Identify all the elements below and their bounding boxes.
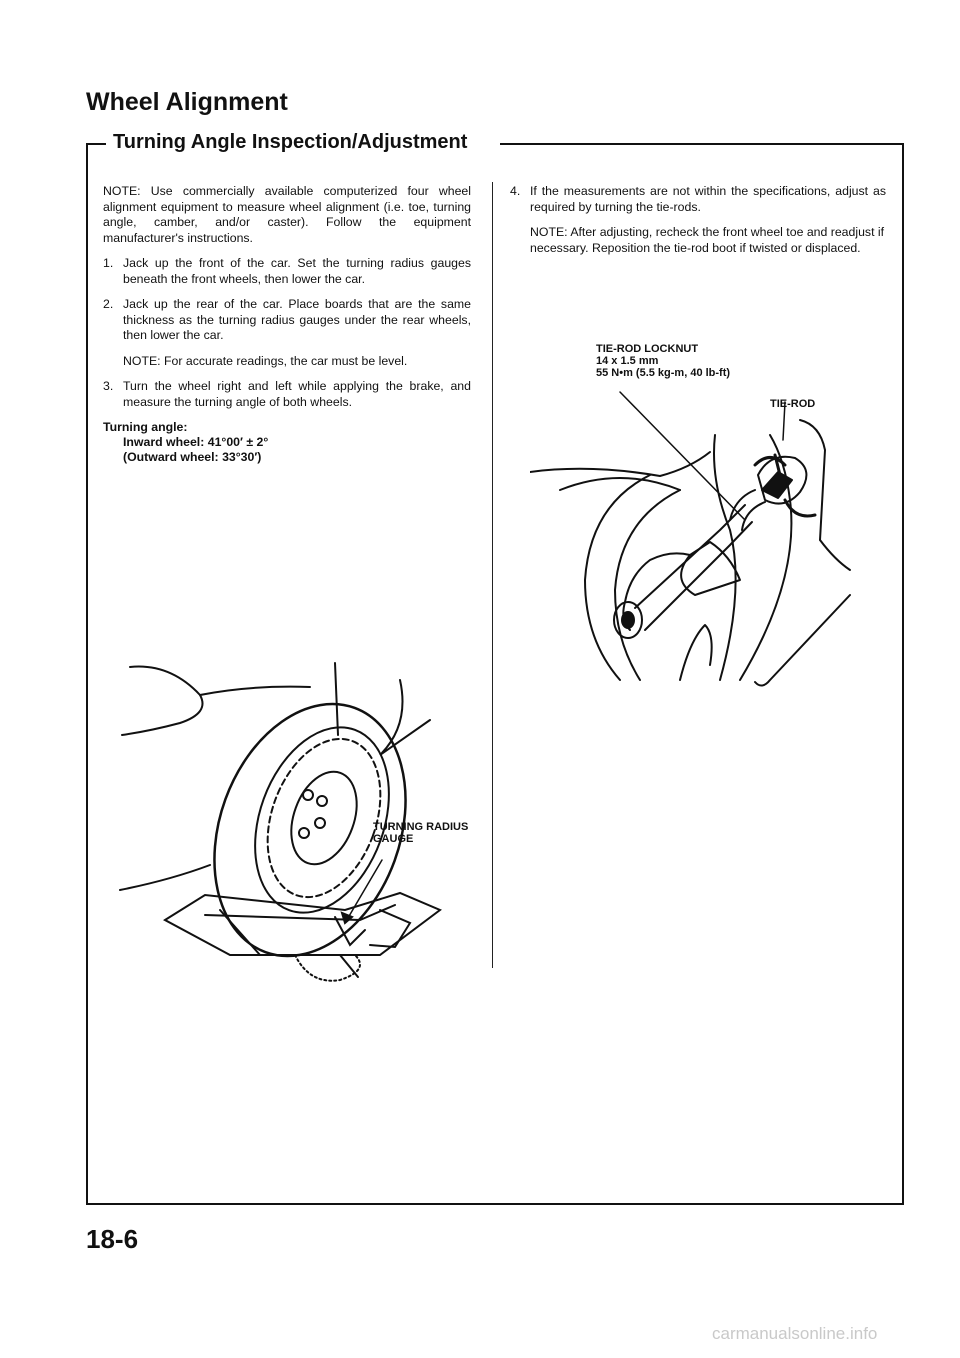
recheck-note: NOTE: After adjusting, recheck the front wheel toe and readjust if necessary. Reposition the tie-rod boot if twisted or displaced.: [530, 225, 885, 255]
spec-outward: (Outward wheel: 33°30′): [123, 450, 262, 464]
step-number: 3.: [103, 379, 114, 393]
tie-rod-illustration: [530, 380, 870, 700]
section-subtitle: Turning Angle Inspection/Adjustment: [113, 131, 468, 153]
step-2: [103, 297, 471, 344]
step-number: 4.: [510, 184, 521, 198]
frame-border-bottom: [86, 1203, 904, 1205]
step-text: If the measurements are not within the specifications, adjust as required by turning the tie-rods.: [530, 184, 886, 214]
page-title: Wheel Alignment: [86, 88, 288, 116]
locknut-label: TIE-ROD LOCKNUT: [596, 343, 699, 355]
left-column: [103, 184, 471, 465]
frame-border-right: [902, 143, 904, 1205]
frame-border-top-right: [500, 143, 904, 145]
step-text: Turn the wheel right and left while applying the brake, and measure the turning angle of both wheels.: [123, 379, 471, 409]
locknut-torque: 55 N•m (5.5 kg-m, 40 lb-ft): [596, 367, 731, 379]
gauge-label-line2: GAUGE: [373, 833, 414, 845]
frame-border-top-left: [86, 143, 106, 145]
right-column: [510, 184, 886, 266]
step-1: [103, 256, 471, 287]
step-text: Jack up the rear of the car. Place boards that are the same thickness as the turning radius gauges under the rear wheels, then lower the car.: [123, 297, 471, 342]
step-4: [510, 184, 886, 215]
spec-inward: Inward wheel: 41°00′ ± 2°: [123, 435, 269, 449]
step-text: Jack up the front of the car. Set the turning radius gauges beneath the front wheels, then lower the car.: [123, 256, 471, 286]
step-number: 2.: [103, 297, 114, 311]
level-note: NOTE: For accurate readings, the car must be level.: [123, 353, 408, 368]
spec-heading: Turning angle:: [103, 420, 188, 434]
equipment-note: NOTE: Use commercially available computerized four wheel alignment equipment to measure wheel alignment (i.e. toe, turning angle, camber, and/or caster). Follow the equipment manufacturer's instructions.: [103, 184, 471, 245]
step-3: [103, 379, 471, 410]
column-divider: [492, 182, 493, 968]
locknut-size: 14 x 1.5 mm: [596, 355, 659, 367]
gauge-label-line1: TURNING RADIUS: [373, 821, 469, 833]
step-number: 1.: [103, 256, 114, 270]
page-number: 18-6: [86, 1224, 139, 1254]
watermark-text: carmanualsonline.info: [712, 1324, 878, 1343]
turning-angle-spec: [103, 420, 471, 465]
frame-border-left: [86, 143, 88, 1205]
tie-rod-label: TIE-ROD: [770, 398, 816, 410]
